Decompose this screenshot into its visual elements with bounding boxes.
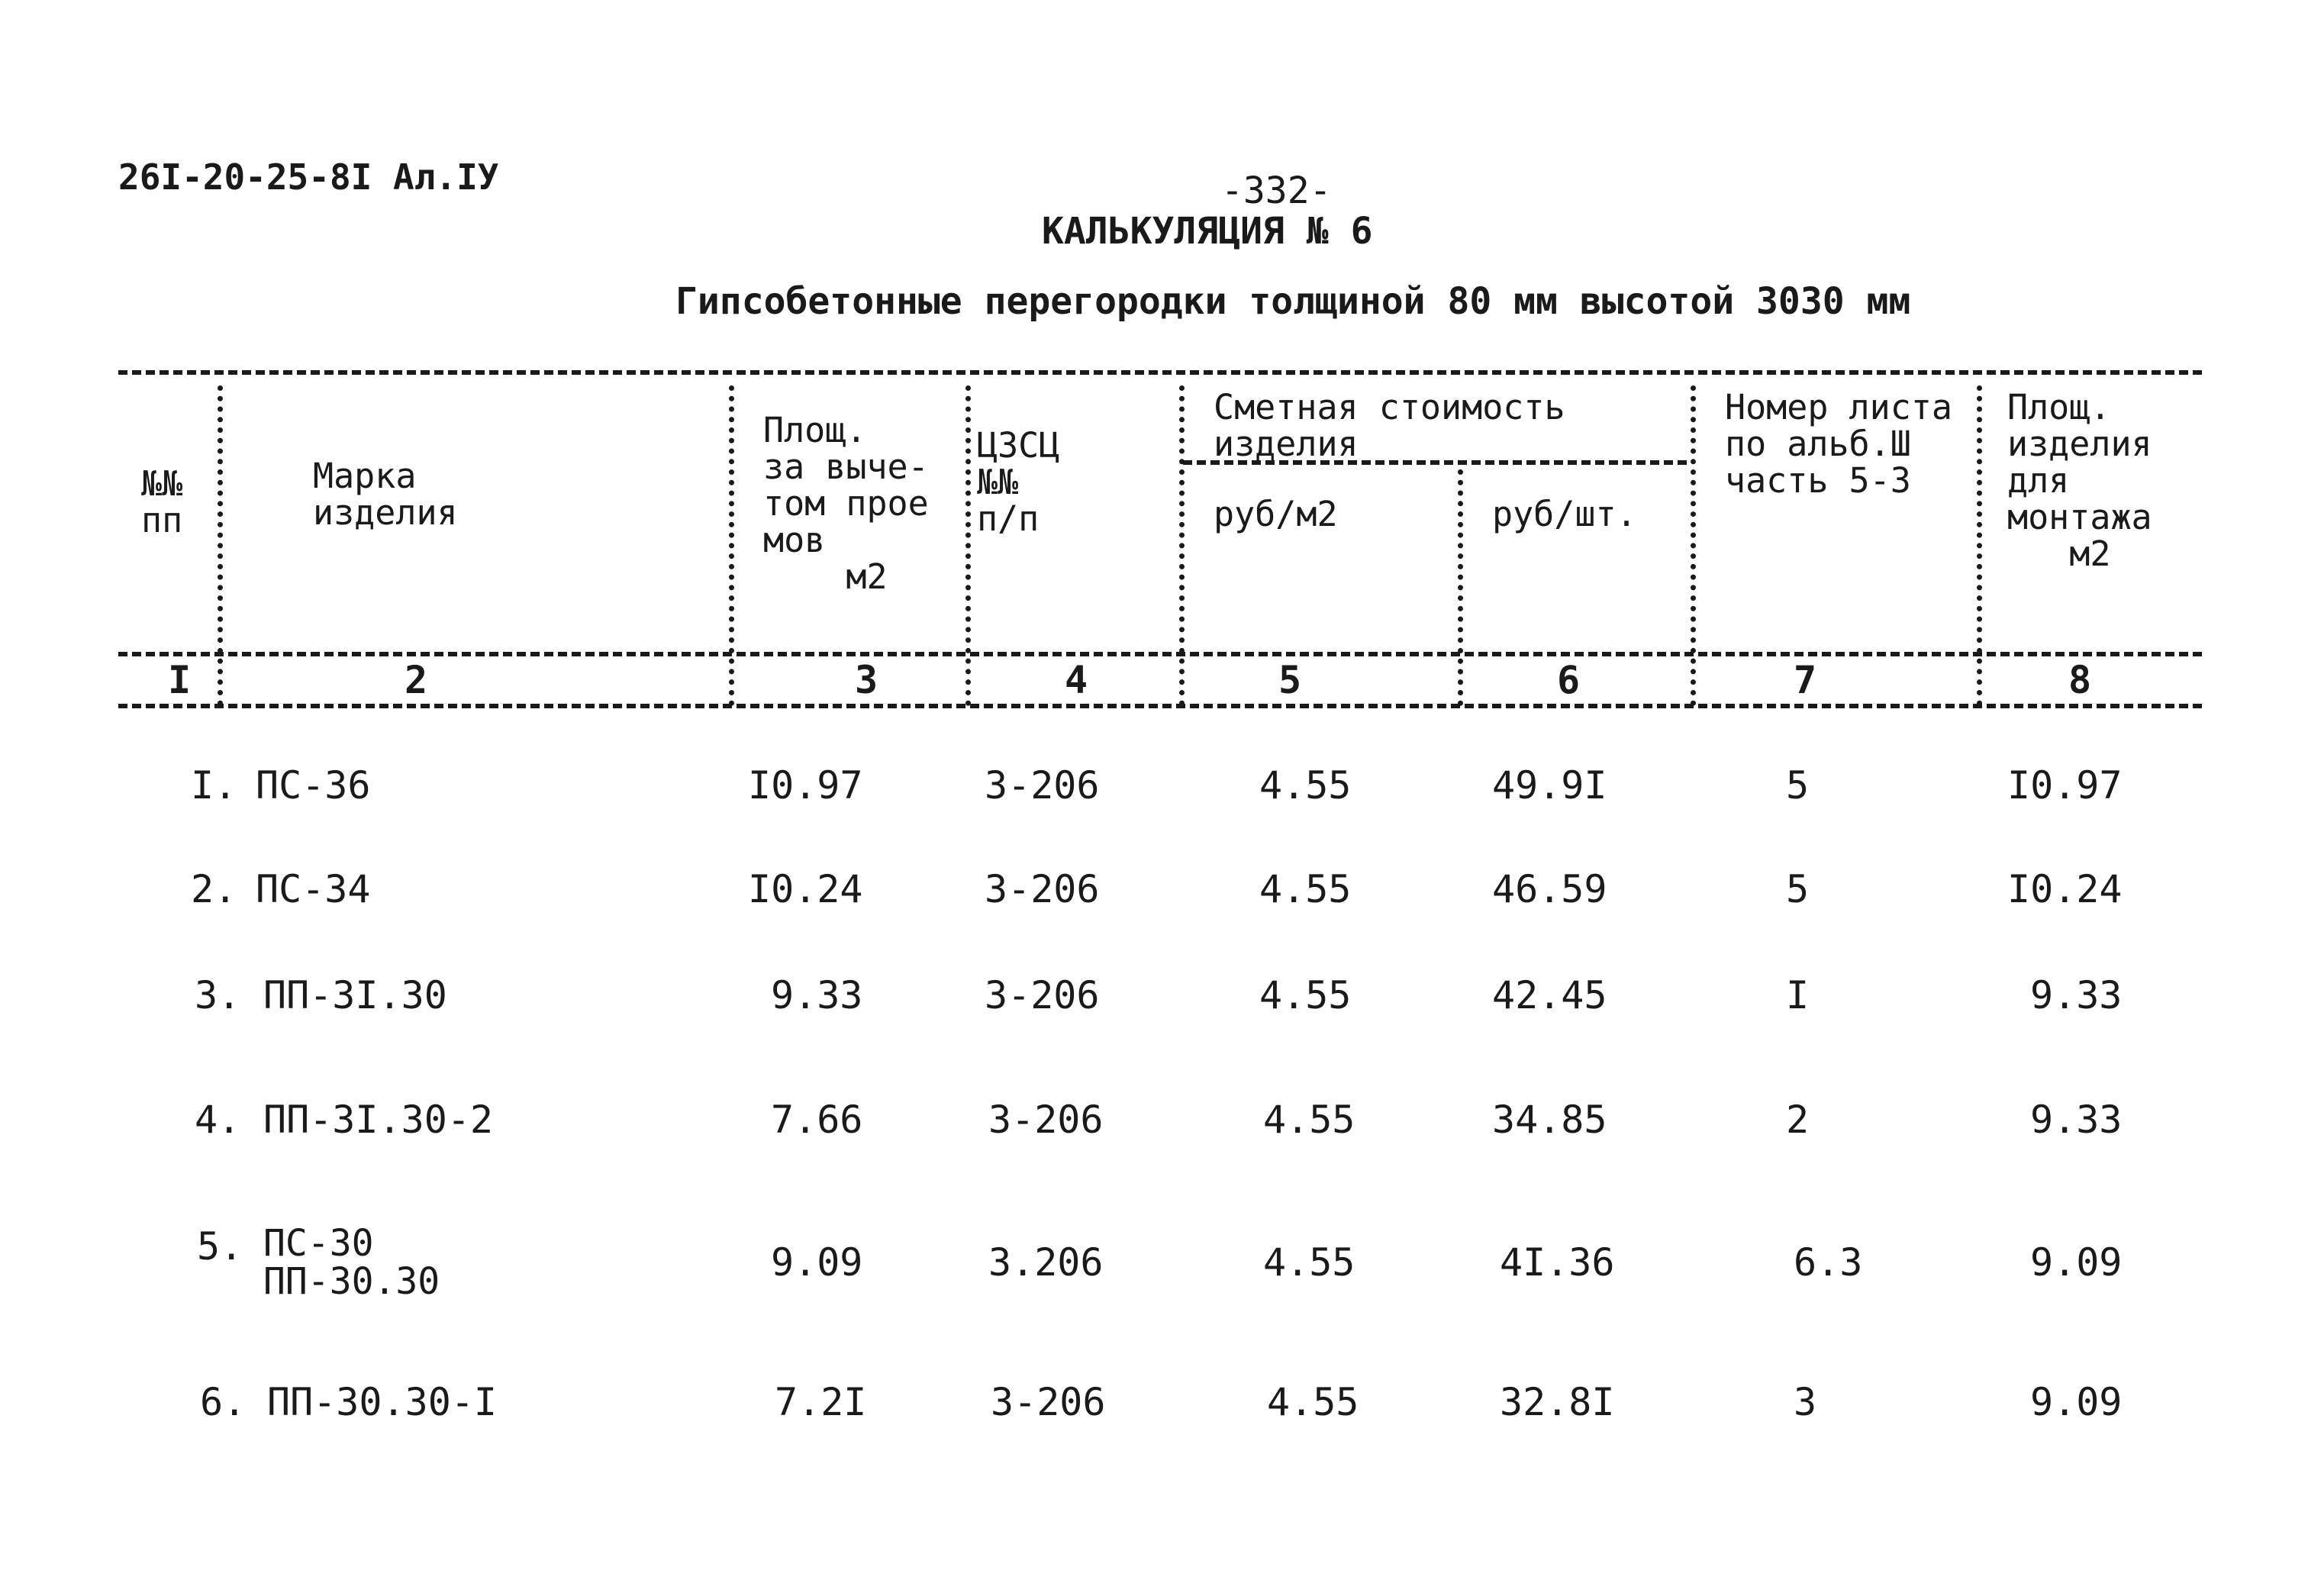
calculation-title: КАЛЬКУЛЯЦИЯ № 6 <box>1042 210 1373 253</box>
row-cost-per-piece: 42.45 <box>1492 973 1607 1017</box>
row-cost-per-piece: 34.85 <box>1492 1098 1607 1142</box>
row-brand: ПП-3I.30-2 <box>263 1098 494 1142</box>
column-separator <box>729 385 734 706</box>
row-net-area: I0.24 <box>748 867 863 911</box>
header-price-ref: ЦЗСЦ №№ п/п <box>977 425 1060 539</box>
header-sheet-number: Номер листа по альб.Ш часть 5-3 <box>1725 387 1953 501</box>
row-index: I. <box>191 763 237 808</box>
column-number: I <box>167 658 192 702</box>
row-cost-per-m2: 4.55 <box>1259 867 1352 911</box>
page-number: -332- <box>1221 169 1332 212</box>
row-net-area: 9.09 <box>771 1240 863 1285</box>
header-cost-group: Сметная стоимость изделия <box>1214 387 1565 464</box>
row-brand: ПС-30 ПП-30.30 <box>263 1222 440 1303</box>
row-sheet-number: 3 <box>1794 1380 1817 1424</box>
row-price-ref: 3-206 <box>985 763 1100 808</box>
column-number: 5 <box>1278 658 1302 702</box>
column-number: 4 <box>1064 658 1088 702</box>
row-index: 4. <box>195 1098 241 1142</box>
row-sheet-number: 5 <box>1786 867 1810 911</box>
column-number: 8 <box>2068 658 2092 702</box>
row-cost-per-piece: 32.8I <box>1500 1380 1615 1424</box>
row-mount-area: 9.09 <box>2030 1380 2123 1424</box>
row-net-area: 7.2I <box>775 1380 867 1424</box>
row-sheet-number: 6.3 <box>1794 1240 1863 1285</box>
row-sheet-number: I <box>1786 973 1810 1017</box>
row-mount-area: I0.24 <box>2007 867 2123 911</box>
row-sheet-number: 5 <box>1786 763 1810 808</box>
header-net-area: Площ. за выче- том прое мов м2 <box>763 410 929 597</box>
row-price-ref: 3-206 <box>988 1098 1104 1142</box>
header-row-number: №№ пп <box>141 463 183 540</box>
row-net-area: 7.66 <box>771 1098 863 1142</box>
column-number: 2 <box>404 658 428 702</box>
header-brand: Марка изделия <box>313 456 458 533</box>
column-separator <box>965 385 971 706</box>
row-brand: ПС-34 <box>256 867 371 911</box>
row-price-ref: 3-206 <box>985 973 1100 1017</box>
row-net-area: 9.33 <box>771 973 863 1017</box>
row-index: 2. <box>191 867 237 911</box>
column-numbers-rule <box>118 704 2202 708</box>
column-number: 3 <box>854 658 878 702</box>
row-index: 3. <box>195 973 241 1017</box>
row-index: 5. <box>197 1224 243 1269</box>
document-code: 26I-20-25-8I Ал.IУ <box>118 156 499 198</box>
column-separator <box>1458 469 1463 706</box>
column-number: 7 <box>1793 658 1817 702</box>
row-cost-per-m2: 4.55 <box>1259 973 1352 1017</box>
row-cost-per-piece: 4I.36 <box>1500 1240 1615 1285</box>
header-bottom-rule <box>118 652 2202 656</box>
row-brand: ПС-36 <box>256 763 371 808</box>
row-cost-per-m2: 4.55 <box>1263 1098 1355 1142</box>
document-subtitle: Гипсобетонные перегородки толщиной 80 мм высотой 3030 мм <box>675 280 1911 323</box>
row-cost-per-piece: 46.59 <box>1492 867 1607 911</box>
row-brand: ПП-30.30-I <box>267 1380 498 1424</box>
row-net-area: I0.97 <box>748 763 863 808</box>
header-cost-per-piece: руб/шт. <box>1492 494 1637 534</box>
row-cost-per-m2: 4.55 <box>1267 1380 1359 1424</box>
row-sheet-number: 2 <box>1786 1098 1810 1142</box>
row-mount-area: 9.33 <box>2030 1098 2123 1142</box>
row-mount-area: I0.97 <box>2007 763 2123 808</box>
column-number: 6 <box>1556 658 1581 702</box>
header-cost-per-m2: руб/м2 <box>1214 494 1338 534</box>
column-separator <box>1179 385 1185 706</box>
row-cost-per-piece: 49.9I <box>1492 763 1607 808</box>
row-price-ref: 3-206 <box>991 1380 1106 1424</box>
column-separator <box>1691 385 1696 706</box>
row-brand: ПП-3I.30 <box>263 973 447 1017</box>
header-mount-area: Площ. изделия для монтажа м2 <box>2007 387 2152 574</box>
row-price-ref: 3-206 <box>985 867 1100 911</box>
column-separator <box>1977 385 1982 706</box>
row-mount-area: 9.33 <box>2030 973 2123 1017</box>
row-cost-per-m2: 4.55 <box>1259 763 1352 808</box>
row-cost-per-m2: 4.55 <box>1263 1240 1355 1285</box>
row-mount-area: 9.09 <box>2030 1240 2123 1285</box>
row-price-ref: 3.206 <box>988 1240 1104 1285</box>
row-index: 6. <box>200 1380 247 1424</box>
table-top-rule <box>118 370 2202 375</box>
